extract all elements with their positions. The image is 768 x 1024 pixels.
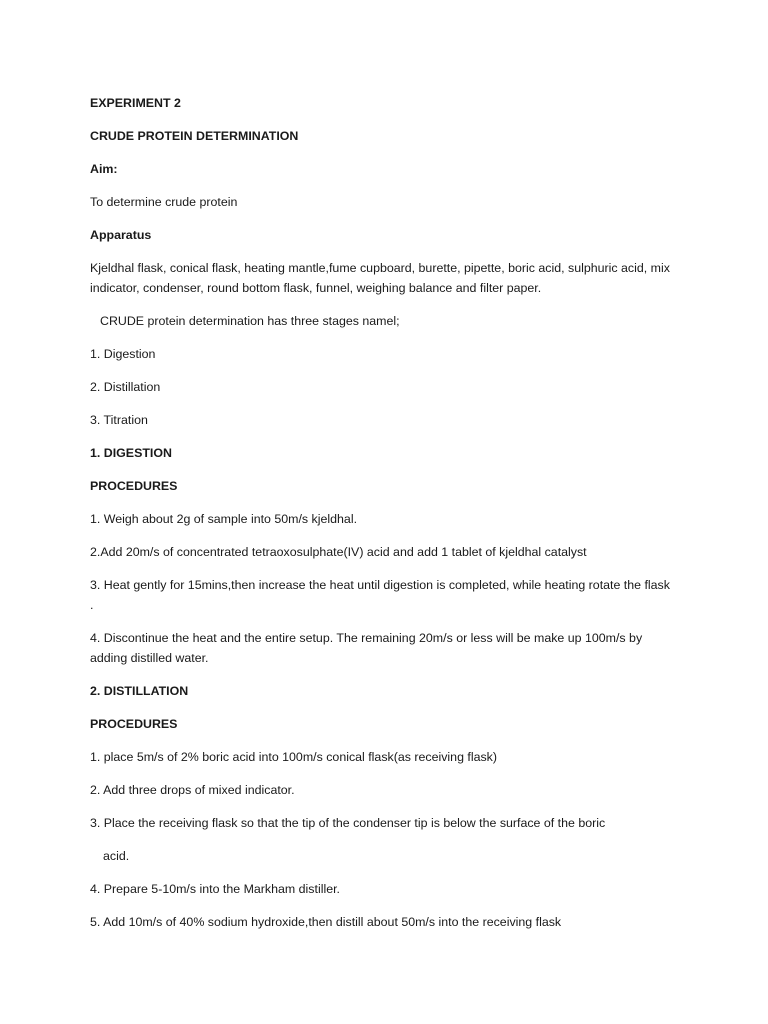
distillation-heading: 2. DISTILLATION — [90, 684, 189, 698]
procedure-step: 2. Add three drops of mixed indicator. — [90, 783, 295, 797]
procedure-step: 3. Heat gently for 15mins,then increase the heat until digestion is completed, while heating rotate the flask . — [90, 578, 670, 612]
procedure-step: 4. Prepare 5-10m/s into the Markham distiller. — [90, 882, 340, 896]
apparatus-text: Kjeldhal flask, conical flask, heating mantle,fume cupboard, burette, pipette, boric acid, sulphuric acid, mix indicator, condenser, round bottom flask, funnel, weighing balance and filter paper. — [90, 261, 670, 295]
procedure-step-continuation: acid. — [103, 849, 130, 863]
apparatus-heading: Apparatus — [90, 228, 152, 242]
stage-item: 2. Distillation — [90, 380, 161, 394]
procedures-heading: PROCEDURES — [90, 479, 178, 493]
procedure-step: 4. Discontinue the heat and the entire setup. The remaining 20m/s or less will be make up 100m/s by adding distilled water. — [90, 631, 643, 665]
procedure-step: 2.Add 20m/s of concentrated tetraoxosulphate(IV) acid and add 1 tablet of kjeldhal catalyst — [90, 545, 587, 559]
aim-heading: Aim: — [90, 162, 118, 176]
procedure-step: 1. Weigh about 2g of sample into 50m/s kjeldhal. — [90, 512, 358, 526]
experiment-number: EXPERIMENT 2 — [90, 96, 181, 110]
stages-intro: CRUDE protein determination has three stages namel; — [100, 314, 400, 328]
aim-text: To determine crude protein — [90, 195, 238, 209]
procedures-heading: PROCEDURES — [90, 717, 178, 731]
procedure-step: 1. place 5m/s of 2% boric acid into 100m/s conical flask(as receiving flask) — [90, 750, 498, 764]
procedure-step: 3. Place the receiving flask so that the tip of the condenser tip is below the surface of the boric — [90, 816, 606, 830]
stage-item: 3. Titration — [90, 413, 148, 427]
procedure-step: 5. Add 10m/s of 40% sodium hydroxide,then distill about 50m/s into the receiving flask — [90, 915, 562, 929]
stage-item: 1. Digestion — [90, 347, 156, 361]
document-title: CRUDE PROTEIN DETERMINATION — [90, 129, 299, 143]
digestion-heading: 1. DIGESTION — [90, 446, 172, 460]
